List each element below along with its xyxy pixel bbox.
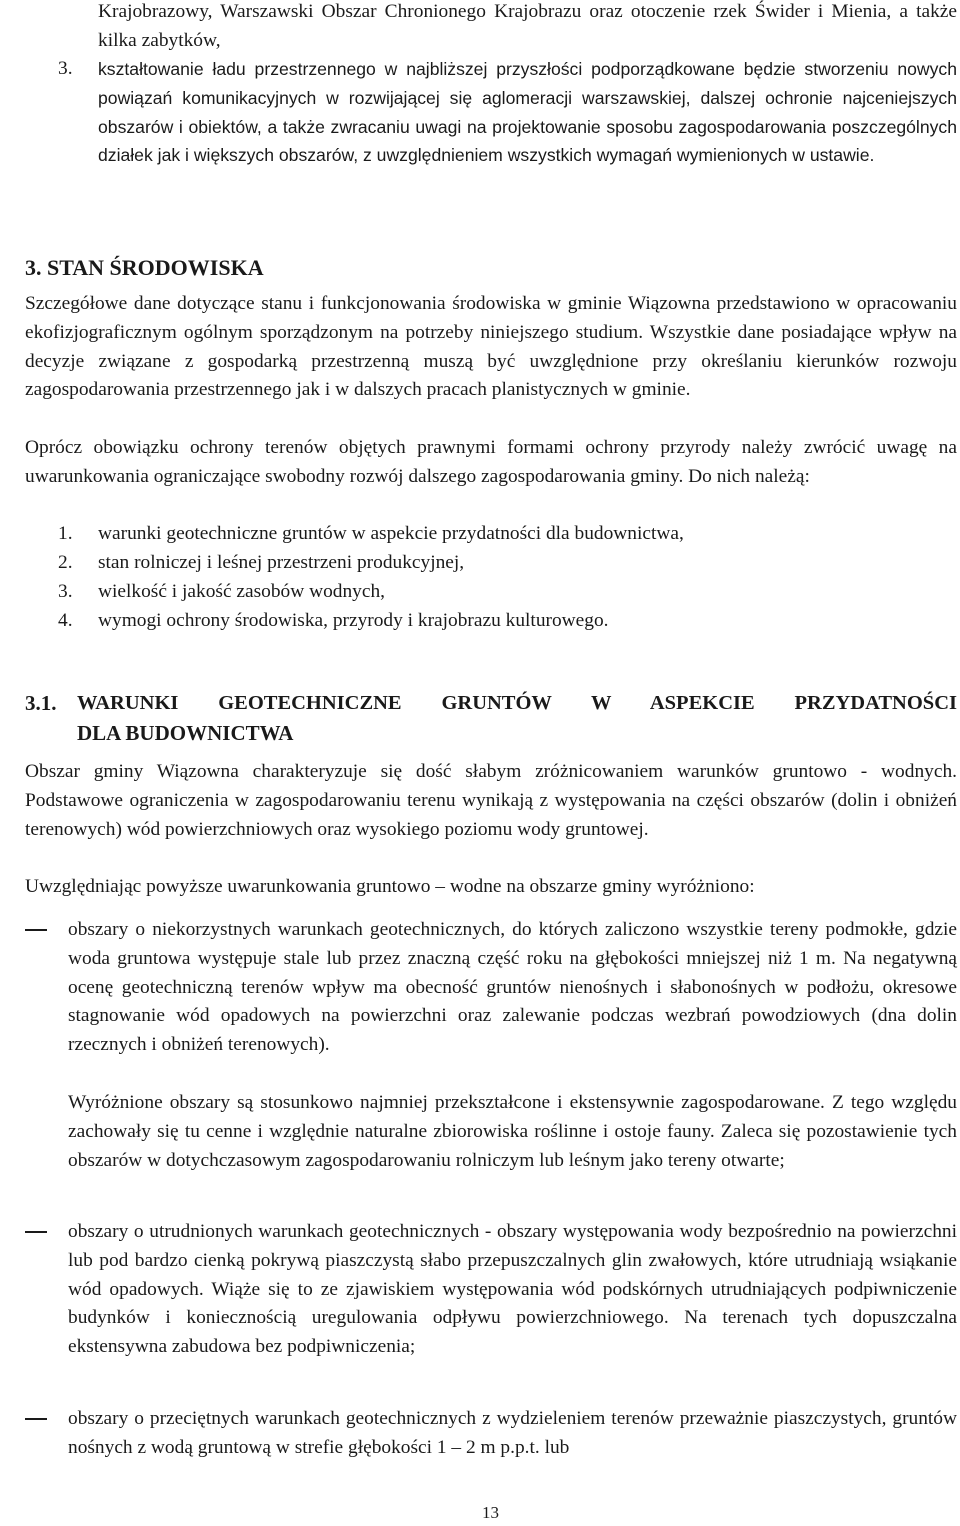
section-3-list-number: 1. [58,523,73,544]
bullet-paragraph: obszary o przeciętnych warunkach geotechnicznych z wydzieleniem terenów przeważnie piaszczystych, gruntów nośnych z wodą gruntową w strefie głębokości 1 – 2 m p.p.t. lub [68,1408,957,1458]
section-3-1-heading-line-2: DLA BUDOWNICTWA [77,721,294,745]
section-3-list-item: stan rolniczej i leśnej przestrzeni produkcyjnej, [98,552,465,573]
section-3-list-number: 2. [58,552,73,573]
section-3-1-number: 3.1. [25,691,57,715]
section-3-1-paragraph-2: Uwzględniając powyższe uwarunkowania gruntowo – wodne na obszarze gminy wyróżniono: [25,876,755,897]
section-3-1-heading-line-1: WARUNKI GEOTECHNICZNE GRUNTÓW W ASPEKCIE PRZYDATNOŚCI [77,692,957,714]
section-3-paragraph-1: Szczegółowe dane dotyczące stanu i funkcjonowania środowiska w gminie Wiązowna przedstawiono w opracowaniu ekofizjograficznym ogólnym sporządzonym na potrzeby niniejszego studium. Wszystkie dane posiadające wpływ na decyzje związane z gospodarką przestrzenną muszą być uwzględnione przy określaniu kierunków rozwoju zagospodarowania przestrzennego jak i w dalszych pracach planistycznych w gminie. [25,293,957,401]
section-3-heading: 3. STAN ŚRODOWISKA [25,255,264,280]
bullet-paragraph: obszary o utrudnionych warunkach geotechnicznych - obszary występowania wody bezpośrednio na powierzchni lub pod bardzo cienką pokrywą piaszczystą słabo przepuszczalnych glin zwałowych, które utrudniają wsiąkanie wód opadowych. Wiąże się to ze zjawiskiem występowania wód podskórnych utrudniających podpiwniczenie budynków i koniecznością uregulowania odpływu powierzchniowego. Na terenach tych dopuszczalna ekstensywna zabudowa bez podpiwniczenia; [68,1221,957,1358]
section-3-paragraph-2: Oprócz obowiązku ochrony terenów objętych prawnymi formami ochrony przyrody należy zwrócić uwagę na uwarunkowania ograniczające swobodny rozwój dalszego zagospodarowania gminy. Do nich należą: [25,437,957,487]
intro-item3-number: 3. [58,58,73,79]
dash-bullet-icon [25,929,47,931]
dash-bullet-icon [25,1231,47,1233]
dash-bullet-icon [25,1418,47,1420]
section-3-list-number: 3. [58,581,73,602]
intro-continuation: Krajobrazowy, Warszawski Obszar Chronionego Krajobrazu oraz otoczenie rzek Świder i Mienia, a także kilka zabytków, [98,1,957,51]
section-3-list-item: wielkość i jakość zasobów wodnych, [98,581,386,602]
page-number: 13 [482,1503,499,1522]
section-3-list-item: wymogi ochrony środowiska, przyrody i krajobrazu kulturowego. [98,610,609,631]
section-3-list-item: warunki geotechniczne gruntów w aspekcie przydatności dla budownictwa, [98,523,684,544]
intro-item3-text: kształtowanie ładu przestrzennego w najbliższej przyszłości podporządkowane będzie stworzeniu nowych powiązań komunikacyjnych w rozwijającej się aglomeracji warszawskiej, dalszej ochronie najceniejszych obszarów i obiektów, a także zwracaniu uwagi na projektowanie sposobu zagospodarowania poszczególnych działek jak i większych obszarów, z uwzględnieniem wszystkich wymagań wymienionych w ustawie. [98,59,957,166]
bullet-extra-paragraph: Wyróżnione obszary są stosunkowo najmniej przekształcone i ekstensywnie zagospodarowane. Z tego względu zachowały się tu cenne i względnie naturalne zbiorowiska roślinne i ostoje fauny. Zaleca się pozostawienie tych obszarów w dotychczasowym zagospodarowaniu rolniczym lub leśnym jako tereny otwarte; [68,1092,957,1171]
section-3-1-paragraph-1: Obszar gminy Wiązowna charakteryzuje się dość słabym zróżnicowaniem warunków gruntowo - wodnych. Podstawowe ograniczenia w zagospodarowaniu terenu wynikają z występowania na części obszarów (dolin i obniżeń terenowych) wód powierzchniowych oraz wysokiego poziomu wody gruntowej. [25,761,957,840]
bullet-paragraph: obszary o niekorzystnych warunkach geotechnicznych, do których zaliczono wszystkie tereny podmokłe, gdzie woda gruntowa występuje stale lub przez znaczną część roku na głębokości mniejszej niż 1 m. Na negatywną ocenę geotechniczną terenów wpływ ma obecność gruntów nienośnych i słabonośnych w podłożu, okresowe stagnowanie wód opadowych na powierzchni oraz zalewanie podczas wezbrań powodziowych (dna dolin rzecznych i obniżeń terenowych). [68,919,957,1056]
section-3-list-number: 4. [58,610,73,631]
